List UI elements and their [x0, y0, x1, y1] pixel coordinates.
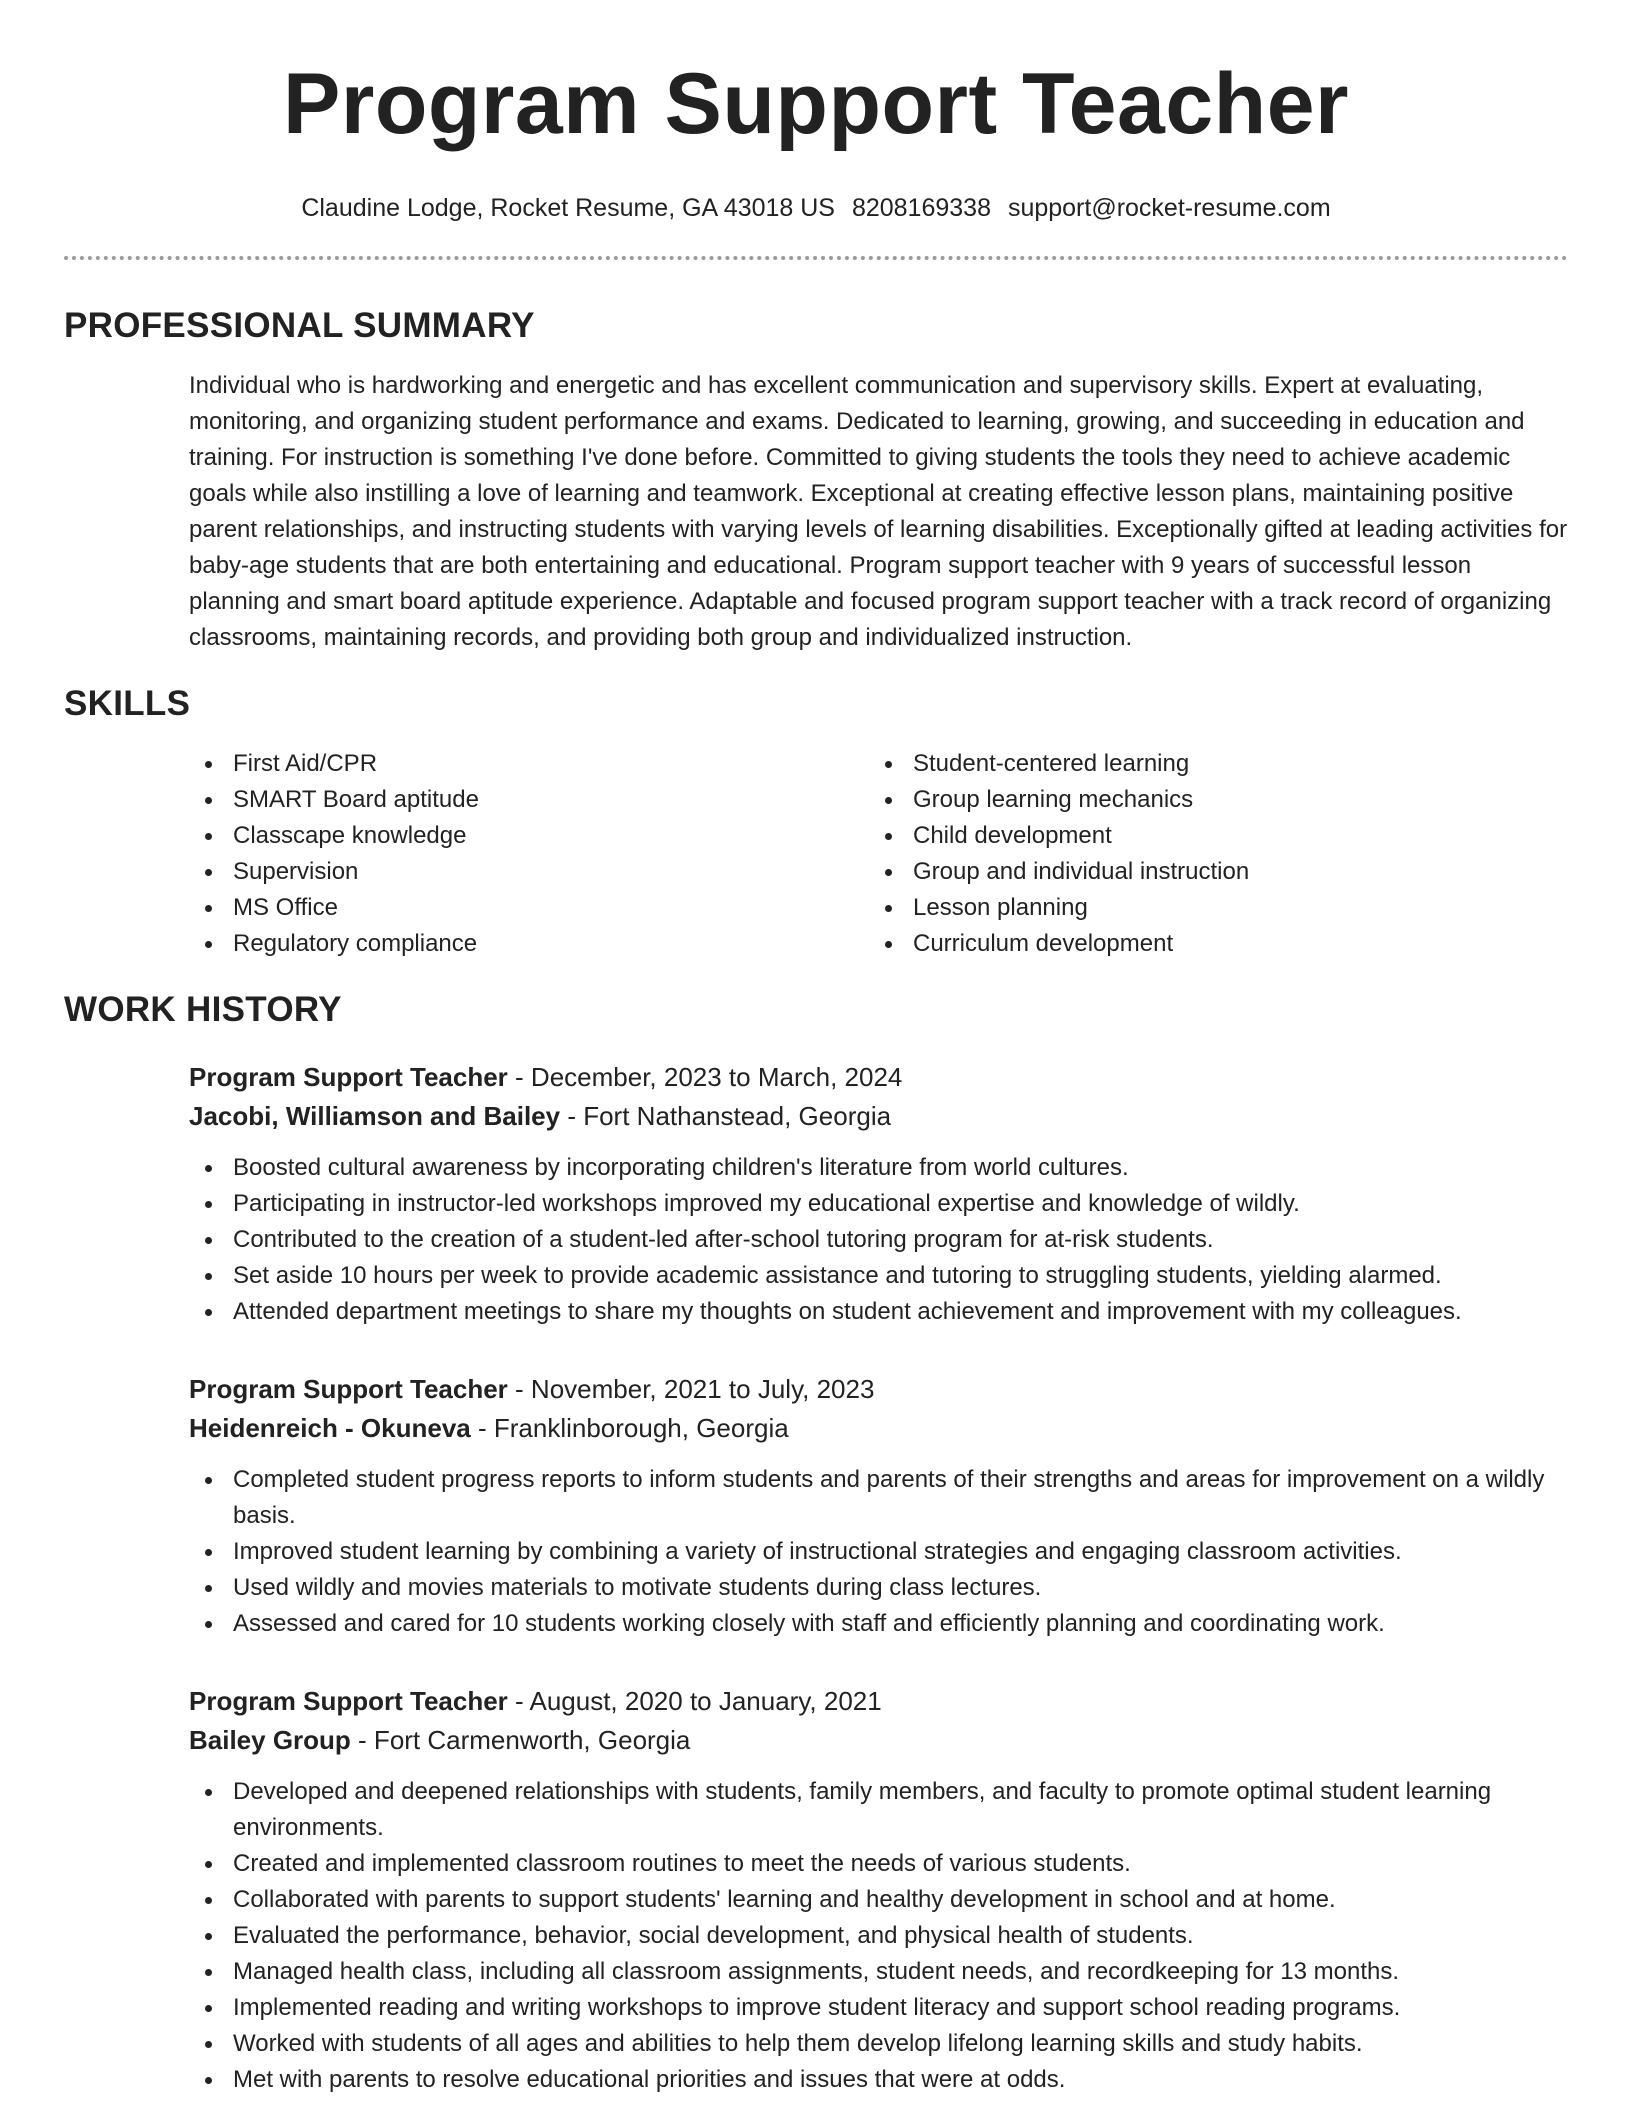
- job-location: - Fort Nathanstead, Georgia: [560, 1101, 892, 1131]
- skills-column-right: [869, 746, 1549, 962]
- job-company: Bailey Group: [189, 1725, 351, 1755]
- job-bullet: Evaluated the performance, behavior, social development, and physical health of students.: [189, 1918, 1568, 1954]
- skill-item: MS Office: [189, 890, 869, 926]
- job-dates: - August, 2020 to January, 2021: [507, 1686, 882, 1716]
- job-company: Heidenreich - Okuneva: [189, 1413, 471, 1443]
- summary-text: Individual who is hardworking and energetic and has excellent communication and supervisory skills. Expert at evaluating, monitoring, and organizing student performance and exams. Dedicated to learning, growing, and succeeding in education and training. For instruction is something I've done before. Committed to giving students the tools they need to achieve academic goals while also instilling a love of learning and teamwork. Exceptional at creating effective lesson plans, maintaining positive parent relationships, and instructing students with varying levels of learning disabilities. Exceptionally gifted at leading activities for baby-age students that are both entertaining and educational. Program support teacher with 9 years of successful lesson planning and smart board aptitude experience. Adaptable and focused program support teacher with a track record of organizing classrooms, maintaining records, and providing both group and individualized instruction.: [189, 372, 1568, 651]
- contact-email: support@rocket-resume.com: [1007, 194, 1331, 222]
- work-history-heading: WORK HISTORY: [64, 990, 342, 1029]
- skill-item: Curriculum development: [869, 926, 1549, 962]
- header-divider: [64, 256, 1568, 260]
- job-bullets: [189, 1462, 1568, 1642]
- job-bullets: [189, 1774, 1568, 2098]
- job-bullet: Implemented reading and writing workshops to improve student literacy and support school reading programs.: [189, 1990, 1568, 2026]
- skills-column-left: [189, 746, 869, 962]
- job-role-line: [189, 1682, 1568, 1721]
- job-bullet: Participating in instructor-led workshops improved my educational expertise and knowledge of wildly.: [189, 1186, 1568, 1222]
- resume-title: Program Support Teacher: [282, 56, 1349, 152]
- skills-heading: SKILLS: [64, 684, 191, 723]
- job-bullet: Created and implemented classroom routines to meet the needs of various students.: [189, 1846, 1568, 1882]
- skill-item: SMART Board aptitude: [189, 782, 869, 818]
- job-dates: - December, 2023 to March, 2024: [507, 1062, 903, 1092]
- skill-item: Supervision: [189, 854, 869, 890]
- summary-heading: PROFESSIONAL SUMMARY: [64, 306, 535, 345]
- job-company-line: [189, 1721, 1568, 1760]
- job-bullet: Completed student progress reports to inform students and parents of their strengths and areas for improvement on a wildly basis.: [189, 1462, 1568, 1534]
- contact-address: Claudine Lodge, Rocket Resume, GA 43018 US: [301, 194, 835, 222]
- job-bullet: Contributed to the creation of a student-led after-school tutoring program for at-risk students.: [189, 1222, 1568, 1258]
- job-location: - Franklinborough, Georgia: [470, 1413, 789, 1443]
- job-bullet: Set aside 10 hours per week to provide academic assistance and tutoring to struggling students, yielding alarmed.: [189, 1258, 1568, 1294]
- contact-info: [64, 192, 1568, 224]
- job-bullet: Attended department meetings to share my thoughts on student achievement and improvement with my colleagues.: [189, 1294, 1568, 1330]
- job-bullet: Improved student learning by combining a variety of instructional strategies and engaging classroom activities.: [189, 1534, 1568, 1570]
- job-bullet: Collaborated with parents to support students' learning and healthy development in school and at home.: [189, 1882, 1568, 1918]
- skill-item: Group learning mechanics: [869, 782, 1549, 818]
- job-bullet: Managed health class, including all classroom assignments, student needs, and recordkeeping for 13 months.: [189, 1954, 1568, 1990]
- job-bullet: Boosted cultural awareness by incorporating children's literature from world cultures.: [189, 1150, 1568, 1186]
- job-bullet: Used wildly and movies materials to motivate students during class lectures.: [189, 1570, 1568, 1606]
- skill-item: Regulatory compliance: [189, 926, 869, 962]
- job-bullets: [189, 1150, 1568, 1330]
- skill-item: Lesson planning: [869, 890, 1549, 926]
- job-role: Program Support Teacher: [189, 1686, 508, 1716]
- job-bullet: Worked with students of all ages and abilities to help them develop lifelong learning skills and study habits.: [189, 2026, 1568, 2062]
- skill-item: Classcape knowledge: [189, 818, 869, 854]
- job-bullet: Assessed and cared for 10 students working closely with staff and efficiently planning and coordinating work.: [189, 1606, 1568, 1642]
- job-role-line: [189, 1058, 1568, 1097]
- job-bullet: Developed and deepened relationships with students, family members, and faculty to promote optimal student learning environments.: [189, 1774, 1568, 1846]
- skill-item: Student-centered learning: [869, 746, 1549, 782]
- job-entry: [189, 1058, 1568, 1330]
- contact-phone: 8208169338: [851, 194, 991, 222]
- job-dates: - November, 2021 to July, 2023: [507, 1374, 875, 1404]
- job-entry: [189, 1682, 1568, 2098]
- job-role: Program Support Teacher: [189, 1062, 508, 1092]
- job-role-line: [189, 1370, 1568, 1409]
- job-company-line: [189, 1409, 1568, 1448]
- job-entry: [189, 1370, 1568, 1642]
- skills-list: [189, 746, 1568, 962]
- skill-item: Child development: [869, 818, 1549, 854]
- skill-item: First Aid/CPR: [189, 746, 869, 782]
- job-company-line: [189, 1097, 1568, 1136]
- skill-item: Group and individual instruction: [869, 854, 1549, 890]
- job-role: Program Support Teacher: [189, 1374, 508, 1404]
- job-location: - Fort Carmenworth, Georgia: [350, 1725, 691, 1755]
- job-bullet: Met with parents to resolve educational priorities and issues that were at odds.: [189, 2062, 1568, 2098]
- job-company: Jacobi, Williamson and Bailey: [189, 1101, 561, 1131]
